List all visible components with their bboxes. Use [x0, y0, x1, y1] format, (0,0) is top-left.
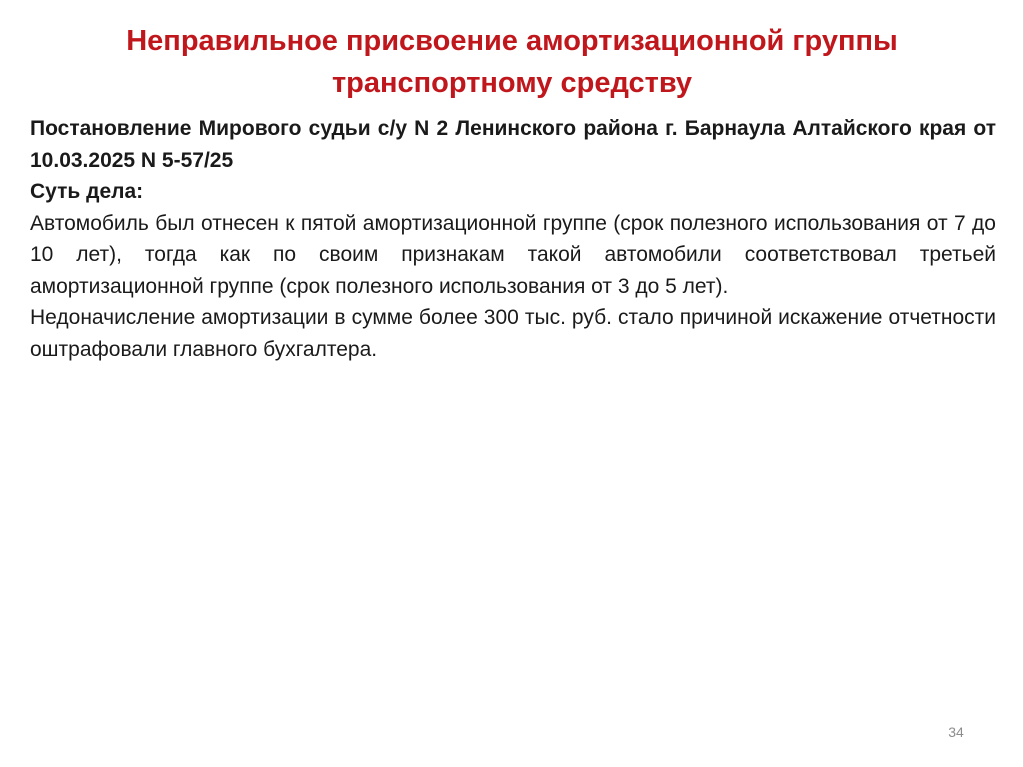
slide-title — [40, 20, 984, 104]
slide-title-line-1: Неправильное присвоение амортизационной группы — [126, 25, 898, 57]
consequence-paragraph: Недоначисление амортизации в сумме более 300 тыс. руб. стало причиной искажение отчетности оштрафовали главного бухгалтера. — [30, 306, 996, 361]
slide-title-line-2: транспортному средству — [331, 67, 693, 99]
essence-label: Суть дела: — [30, 180, 144, 203]
slide-content — [30, 113, 996, 365]
case-description-paragraph: Автомобиль был отнесен к пятой амортизационной группе (срок полезного использования от 7 до 10 лет), тогда как по своим признакам такой автомобили соответствовал третьей амортизационной группе (срок полезного использования от 3 до 5 лет). — [30, 211, 996, 298]
decision-title: Постановление Мирового судьи с/у N 2 Ленинского района г. Барнаула Алтайского края от 10.03.2025 N 5-57/25 — [30, 117, 996, 172]
page-number: 34 — [948, 724, 964, 740]
